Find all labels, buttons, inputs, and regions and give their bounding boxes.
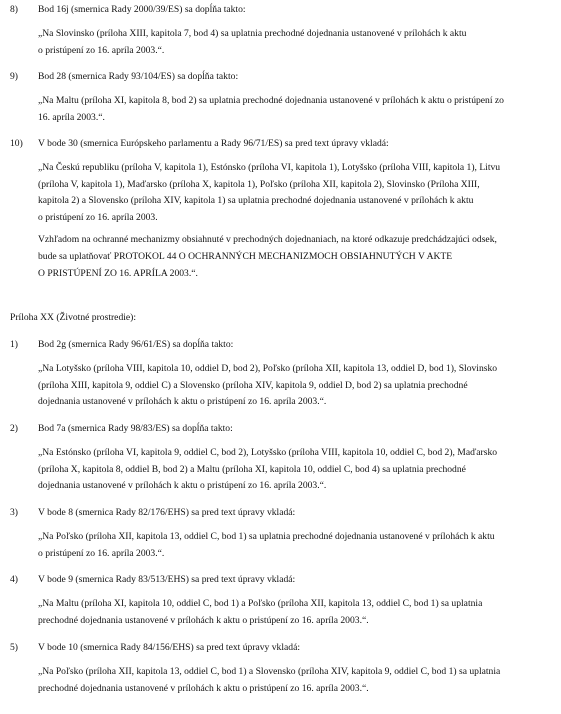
section-title: Príloha XX (Životné prostredie): [10, 312, 137, 323]
item-number: 1) [10, 339, 18, 350]
item-number: 9) [10, 71, 18, 82]
item-paragraph: „Na Lotyšsko (príloha VIII, kapitola 10, oddiel D, bod 2), Poľsko (príloha XII, kapitola 13, oddiel D, bod 1), Slovinsko (príloha XIII, kapitola 9, oddiel C) a Slovensko (príloha XIV, kapitola 9, oddiel D, bod 2) sa uplatnia prechodné dojednania ustanovené v prílohách k aktu o pristúpení zo 16. apríla 2003.“. [38, 363, 498, 408]
item-heading: Bod 2g (smernica Rady 96/61/ES) sa dopĺňa takto: [38, 339, 234, 350]
item-paragraph: „Na Maltu (príloha XI, kapitola 10, oddiel C, bod 1) a Poľsko (príloha XII, kapitola 13, oddiel C, bod 1) sa uplatnia prechodné dojednania ustanovené v prílohách k aktu o pristúpení zo 16. apríla 2003.“. [38, 598, 483, 626]
item-body [38, 664, 552, 697]
item-number: 10) [10, 138, 23, 149]
item-paragraph: „Na Maltu (príloha XI, kapitola 8, bod 2) sa uplatnia prechodné dojednania ustanovené v prílohách k aktu o pristúpení zo 16. apríla 2003.“. [38, 95, 504, 123]
item-paragraph: „Na Českú republiku (príloha V, kapitola 1), Estónsko (príloha VI, kapitola 1), Lotyšsko (príloha VIII, kapitola 1), Litvu (príloha V, kapitola 1), Maďarsko (príloha X, kapitola 1), Poľsko (príloha XII, kapitola 2), Slovinsko (Príloha XIII, kapitola 2) a Slovensko (príloha XIV, kapitola 1) sa uplatnia prechodné dojednania ustanovené v prílohách k aktu o pristúpení zo 16. apríla 2003. [38, 162, 501, 223]
item-heading: V bode 9 (smernica Rady 83/513/EHS) sa pred text úpravy vkladá: [38, 574, 296, 585]
item-number: 5) [10, 642, 18, 653]
item-paragraph: „Na Poľsko (príloha XII, kapitola 13, oddiel C, bod 1) sa uplatnia prechodné dojednania ustanovené v prílohách k aktu o pristúpení zo 16. apríla 2003.“. [38, 531, 495, 559]
item-paragraph: „Na Estónsko (príloha VI, kapitola 9, oddiel C, bod 2), Lotyšsko (príloha VIII, kapitola 10, oddiel C, bod 2), Maďarsko (príloha X, kapitola 8, oddiel B, bod 2) a Maltu (príloha XI, kapitola 10, oddiel C, bod 4) sa uplatnia prechodné dojednania ustanovené v prílohách k aktu o pristúpení zo 16. apríla 2003.“. [38, 447, 498, 492]
item-heading: V bode 30 (smernica Európskeho parlamentu a Rady 96/71/ES) sa pred text úpravy vkladá: [38, 138, 389, 149]
item-body [38, 596, 552, 629]
item-body [38, 361, 552, 411]
item-body [38, 445, 552, 495]
item-paragraph: „Na Poľsko (príloha XII, kapitola 13, oddiel C, bod 1) a Slovensko (príloha XIV, kapitola 9, oddiel C, bod 1) sa uplatnia prechodné dojednania ustanovené v prílohách k aktu o pristúpení zo 16. apríla 2003.“. [38, 666, 501, 694]
item-heading: V bode 8 (smernica Rady 82/176/EHS) sa pred text úpravy vkladá: [38, 507, 296, 518]
item-number: 8) [10, 4, 18, 15]
item-body [38, 160, 552, 282]
item-heading: Bod 16j (smernica Rady 2000/39/ES) sa dopĺňa takto: [38, 4, 246, 15]
item-body [38, 529, 552, 562]
item-heading: Bod 7a (smernica Rady 98/83/ES) sa dopĺňa takto: [38, 423, 233, 434]
item-body [38, 93, 552, 126]
item-paragraph: Vzhľadom na ochranné mechanizmy obsiahnuté v prechodných dojednaniach, na ktoré odkazuje predchádzajúci odsek, bude sa uplatňovať PROTOKOL 44 O OCHRANNÝCH MECHANIZMOCH OBSIAHNUTÝCH V AKTE O PRISTÚPENÍ ZO 16. APRÍLA 2003.“. [38, 234, 497, 279]
item-body [38, 26, 552, 59]
item-number: 4) [10, 574, 18, 585]
item-number: 3) [10, 507, 18, 518]
item-heading: V bode 10 (smernica Rady 84/156/EHS) sa pred text úpravy vkladá: [38, 642, 300, 653]
item-heading: Bod 28 (smernica Rady 93/104/ES) sa dopĺňa takto: [38, 71, 239, 82]
item-number: 2) [10, 423, 18, 434]
item-paragraph: „Na Slovinsko (príloha XIII, kapitola 7, bod 4) sa uplatnia prechodné dojednania ustanovené v prílohách k aktu o pristúpení zo 16. apríla 2003.“. [38, 28, 467, 56]
